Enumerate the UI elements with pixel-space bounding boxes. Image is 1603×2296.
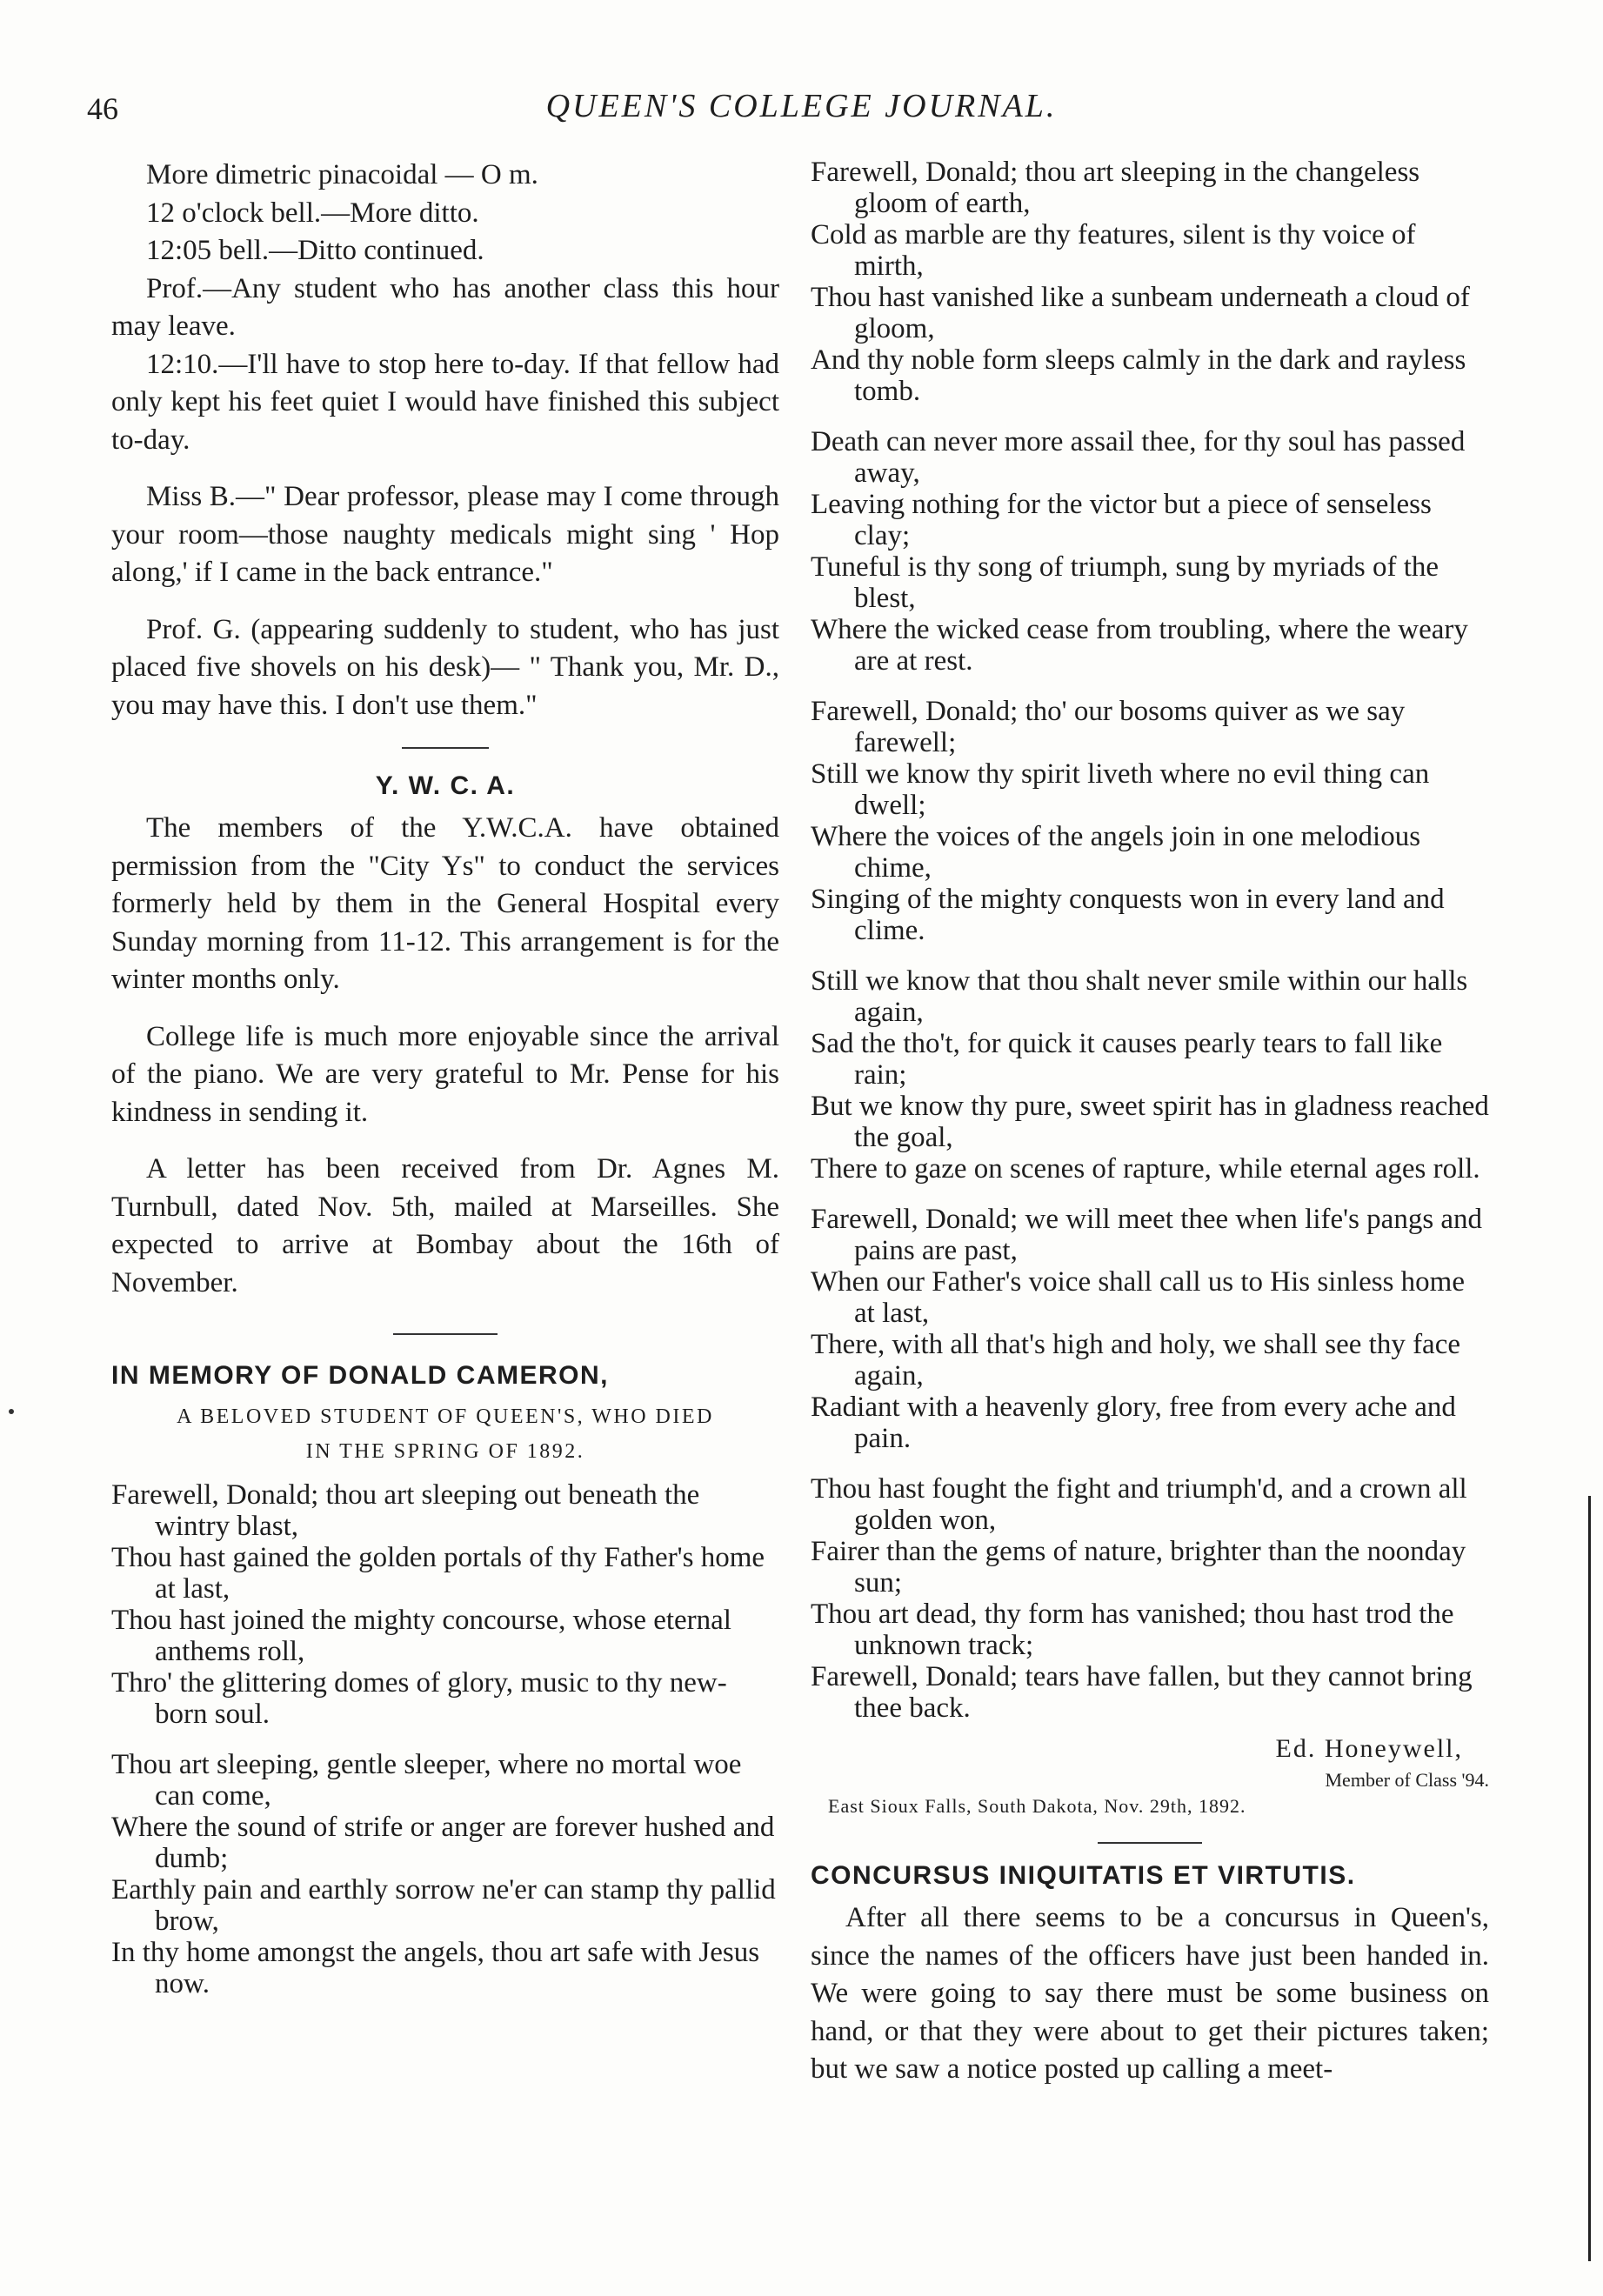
poem-line: In thy home amongst the angels, thou art safe with Jesus now.	[111, 1937, 760, 1999]
memorial-subtitle	[111, 1399, 779, 1469]
poem-line: Thou hast gained the golden portals of thy Father's home at last,	[111, 1542, 765, 1605]
section-divider	[402, 747, 489, 749]
notes-line: 12:10.—I'll have to stop here to-day. If that fellow had only kept his feet quiet I would have finished this subject to-day.	[111, 348, 779, 456]
poem-line: Thou hast joined the mighty concourse, whose eternal anthems roll,	[111, 1605, 731, 1667]
poem-line: Still we know thy spirit liveth where no evil thing can dwell;	[811, 758, 1430, 821]
poem-line: Where the voices of the angels join in one melodious chime,	[811, 821, 1421, 884]
left-column	[111, 157, 779, 2019]
place-date: East Sioux Falls, South Dakota, Nov. 29th, 1892.	[828, 1795, 1246, 1817]
poem-line: Sad the tho't, for quick it causes pearly tears to fall like rain;	[811, 1028, 1443, 1091]
poem-line: Tuneful is thy song of triumph, sung by myriads of the blest,	[811, 551, 1439, 614]
ywca-paragraph: A letter has been received from Dr. Agnes M. Turnbull, dated Nov. 5th, mailed at Marseilles. She expected to arrive at Bombay about the 16th of November.	[111, 1153, 779, 1298]
poem-line: Farewell, Donald; tears have fallen, but they cannot bring thee back.	[811, 1661, 1473, 1724]
poem-line: Radiant with a heavenly glory, free from every ache and pain.	[811, 1392, 1456, 1454]
poem-stanza	[811, 696, 1489, 946]
poem-author: Ed. Honeywell,	[1275, 1734, 1463, 1763]
poem-stanza	[811, 157, 1489, 407]
poem-stanza	[811, 1473, 1489, 1724]
poem-line: Thou hast fought the fight and triumph'd, and a crown all golden won,	[811, 1473, 1467, 1536]
poem-stanza	[811, 426, 1489, 677]
running-head: QUEEN'S COLLEGE JOURNAL.	[545, 88, 1058, 124]
poem-line: There, with all that's high and holy, we shall see thy face again,	[811, 1329, 1460, 1392]
notes-line: Prof.—Any student who has another class this hour may leave.	[111, 272, 779, 342]
poem-line: Cold as marble are thy features, silent is thy voice of mirth,	[811, 219, 1416, 282]
poem-stanza	[111, 1479, 779, 1730]
ywca-heading: Y. W. C. A.	[375, 771, 516, 800]
poem-line: Thou art dead, thy form has vanished; thou hast trod the unknown track;	[811, 1599, 1454, 1661]
poem-line: Thro' the glittering domes of glory, music to thy new-born soul.	[111, 1667, 727, 1730]
poem-line: Where the wicked cease from troubling, where the weary are at rest.	[811, 614, 1468, 677]
poem-line: Farewell, Donald; we will meet thee when life's pangs and pains are past,	[811, 1204, 1483, 1266]
memorial-heading: IN MEMORY OF DONALD CAMERON,	[111, 1361, 609, 1390]
notes-line: More dimetric pinacoidal — O m.	[146, 159, 538, 190]
poem-line: Thou art sleeping, gentle sleeper, where no mortal woe can come,	[111, 1749, 742, 1812]
anecdote-paragraph: Prof. G. (appearing suddenly to student, who has just placed five shovels on his desk)— " Thank you, Mr. D., you may have this. I don't use them."	[111, 613, 779, 721]
concursus-heading: CONCURSUS INIQUITATIS ET VIRTUTIS.	[811, 1861, 1356, 1890]
poem-line: Earthly pain and earthly sorrow ne'er can stamp thy pallid brow,	[111, 1874, 776, 1937]
poem-line: There to gaze on scenes of rapture, while eternal ages roll.	[811, 1153, 1480, 1185]
poem-line: When our Father's voice shall call us to His sinless home at last,	[811, 1266, 1465, 1329]
poem-line: Still we know that thou shalt never smile within our halls again,	[811, 965, 1468, 1028]
notes-line: 12:05 bell.—Ditto continued.	[146, 235, 484, 266]
poem-line: Singing of the mighty conquests won in every land and clime.	[811, 884, 1445, 946]
poem-line: Leaving nothing for the victor but a piece of senseless clay;	[811, 489, 1432, 551]
stray-mark	[9, 1409, 14, 1414]
poem-line: Death can never more assail thee, for thy soul has passed away,	[811, 426, 1466, 489]
page-edge-line	[1588, 1496, 1591, 2261]
concursus-paragraph: After all there seems to be a concursus in Queen's, since the names of the officers have just been handed in. We were going to say there must be some business on hand, or that they were about to get their pictures taken; but we saw a notice posted up calling a meet-	[811, 1902, 1489, 2085]
page-number: 46	[87, 91, 118, 126]
poem-line: And thy noble form sleeps calmly in the dark and rayless tomb.	[811, 344, 1466, 407]
section-divider	[393, 1333, 498, 1335]
ywca-paragraph: The members of the Y.W.C.A. have obtained permission from the "City Ys" to conduct the services formerly held by them in the General Hospital every Sunday morning from 11-12. This arrangement is for the winter months only.	[111, 812, 779, 995]
poem-line: Farewell, Donald; thou art sleeping out beneath the wintry blast,	[111, 1479, 700, 1542]
memorial-subtitle-line: IN THE SPRING OF 1892.	[305, 1440, 585, 1463]
poem-line: Fairer than the gems of nature, brighter than the noonday sun;	[811, 1536, 1466, 1599]
poem-stanza	[811, 1204, 1489, 1454]
memorial-subtitle-line: A BELOVED STUDENT OF QUEEN'S, WHO DIED	[177, 1405, 714, 1428]
notes-line: 12 o'clock bell.—More ditto.	[146, 197, 479, 229]
author-class: Member of Class '94.	[1325, 1769, 1489, 1791]
poem-stanza	[111, 1749, 779, 1999]
poem-line: But we know thy pure, sweet spirit has in gladness reached the goal,	[811, 1091, 1489, 1153]
poem-line: Thou hast vanished like a sunbeam underneath a cloud of gloom,	[811, 282, 1470, 344]
section-divider	[1098, 1842, 1202, 1844]
poem-stanza	[811, 965, 1489, 1185]
ywca-paragraph: College life is much more enjoyable since the arrival of the piano. We are very grateful to Mr. Pense for his kindness in sending it.	[111, 1020, 779, 1128]
right-column	[811, 157, 1489, 2089]
poem-line: Farewell, Donald; tho' our bosoms quiver as we say farewell;	[811, 696, 1406, 758]
poem-line: Farewell, Donald; thou art sleeping in the changeless gloom of earth,	[811, 157, 1420, 219]
poem-line: Where the sound of strife or anger are forever hushed and dumb;	[111, 1812, 775, 1874]
anecdote-paragraph: Miss B.—" Dear professor, please may I come through your room—those naughty medicals might sing ' Hop along,' if I came in the back entrance."	[111, 481, 779, 588]
